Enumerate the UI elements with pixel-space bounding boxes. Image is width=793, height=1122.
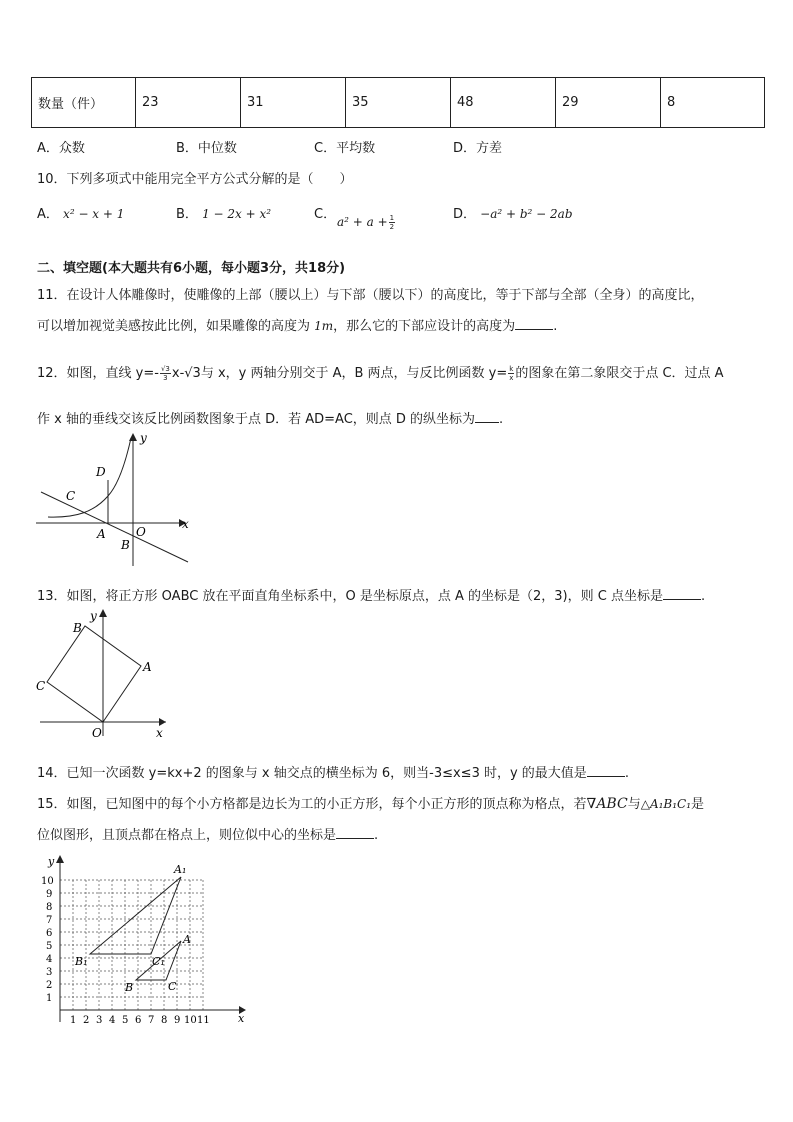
x-tick-label: 10	[184, 1015, 197, 1026]
q10-option-b: B． 1 − 2x + x²	[176, 207, 272, 222]
x-tick-label: 6	[135, 1015, 142, 1026]
answer-blank	[515, 328, 553, 330]
label-b: B	[125, 981, 134, 994]
label-a: A	[143, 660, 152, 674]
label-c: C	[66, 489, 76, 503]
label-b: B	[121, 538, 130, 552]
y-tick-label: 6	[46, 928, 53, 939]
label-a: A	[97, 527, 106, 541]
hyperbola-curve	[48, 438, 131, 517]
q9-option-b: B．中位数	[176, 141, 237, 156]
q9-option-a: A．众数	[37, 141, 85, 156]
line-ab	[41, 492, 188, 562]
q12-line2: 作 x 轴的垂线交该反比例函数图象于点 D．若 AD=AC，则点 D 的纵坐标为 .	[37, 412, 504, 427]
y-tick-label: 8	[46, 902, 53, 913]
y-tick-label: 10	[41, 876, 54, 887]
label-y: y	[140, 431, 147, 445]
label-c1: C₁	[152, 955, 165, 968]
x-tick-label: 8	[161, 1015, 168, 1026]
y-tick-label: 2	[46, 980, 53, 991]
y-tick-labels	[41, 876, 54, 1004]
label-d: D	[96, 465, 106, 479]
x-tick-labels	[70, 1015, 210, 1026]
x-tick-label: 5	[122, 1015, 129, 1026]
q10-option-c-expr: a² + a + $\frac{1}{2}$	[337, 214, 395, 231]
q10-option-c: C．	[314, 207, 337, 222]
q10-option-d: D． −a² + b² − 2ab	[453, 207, 573, 222]
answer-blank	[663, 598, 701, 600]
table-row	[32, 78, 765, 128]
answer-blank	[587, 775, 625, 777]
table-cell: 29	[556, 78, 661, 128]
label-o: O	[136, 525, 146, 539]
label-x: x	[156, 726, 163, 740]
label-a: A	[183, 933, 191, 946]
answer-blank	[336, 837, 374, 839]
x-tick-label: 1	[70, 1015, 77, 1026]
label-a1: A₁	[174, 863, 187, 876]
q13-text: 13．如图，将正方形 OABC 放在平面直角坐标系中，O 是坐标原点，点 A 的坐标是（2，3)，则 C 点坐标是 .	[37, 589, 706, 604]
y-tick-label: 3	[46, 967, 53, 978]
q11-line2: 可以增加视觉美感按此比例，如果雕像的高度为 1m，那么它的下部应设计的高度为 .	[37, 319, 558, 334]
y-tick-label: 9	[46, 889, 53, 900]
answer-blank	[475, 421, 499, 423]
label-y: y	[90, 609, 97, 623]
y-tick-label: 1	[46, 993, 53, 1004]
q11-line1: 11．在设计人体雕像时，使雕像的上部（腰以上）与下部（腰以下）的高度比，等于下部与全部（全身）的高度比，	[37, 288, 704, 303]
x-tick-label: 4	[109, 1015, 116, 1026]
label-c: C	[36, 679, 46, 693]
y-tick-label: 7	[46, 915, 53, 926]
x-tick-label: 7	[148, 1015, 155, 1026]
table-header-cell: 数量（件）	[32, 78, 136, 128]
x-tick-label: 11	[197, 1015, 210, 1026]
triangle-a1b1c1	[90, 877, 181, 954]
label-b: B	[73, 621, 82, 635]
table-cell: 48	[451, 78, 556, 128]
x-tick-label: 3	[96, 1015, 103, 1026]
label-x: x	[238, 1012, 245, 1025]
quantity-table	[31, 77, 765, 128]
q10-option-a: A． x² − x + 1	[37, 207, 125, 222]
y-tick-label: 4	[46, 954, 53, 965]
label-o: O	[92, 726, 102, 740]
q9-option-d: D．方差	[453, 141, 503, 156]
q13-figure	[34, 606, 174, 740]
q9-option-c: C．平均数	[314, 141, 376, 156]
table-cell: 35	[346, 78, 451, 128]
section-title: 二、填空题(本大题共有6小题，每小题3分，共18分)	[37, 261, 346, 276]
label-y: y	[48, 855, 55, 868]
x-tick-label: 9	[174, 1015, 181, 1026]
y-tick-label: 5	[46, 941, 53, 952]
q14-text: 14．已知一次函数 y=kx+2 的图象与 x 轴交点的横坐标为 6，则当-3≤x≤3 时，y 的最大值是 .	[37, 766, 629, 781]
table-cell: 31	[241, 78, 346, 128]
table-cell: 23	[136, 78, 241, 128]
square-oabc	[47, 626, 141, 722]
label-b1: B₁	[75, 955, 88, 968]
q15-line1: 15．如图，已知图中的每个小方格都是边长为工的小正方形，每个小正方形的顶点称为格点，若∇ABC与△A₁B₁C₁是	[37, 796, 705, 812]
q15-figure	[32, 852, 254, 1030]
q10-stem: 10．下列多项式中能用完全平方公式分解的是（ ）	[37, 172, 353, 187]
x-tick-label: 2	[83, 1015, 90, 1026]
table-cell: 8	[661, 78, 765, 128]
q12-line1: 12．如图，直线 y=- $\frac{√3}{3}$ x-√3与 x，y 两轴分别交于 A，B 两点，与反比例函数 y= $\frac{k}{x}$ 的图象在第二象限交于点 C．过点 A	[37, 365, 724, 382]
label-c: C	[168, 980, 177, 993]
q12-figure	[36, 430, 196, 570]
q15-line2: 位似图形，且顶点都在格点上，则位似中心的坐标是 .	[37, 828, 379, 843]
label-x: x	[182, 517, 189, 531]
